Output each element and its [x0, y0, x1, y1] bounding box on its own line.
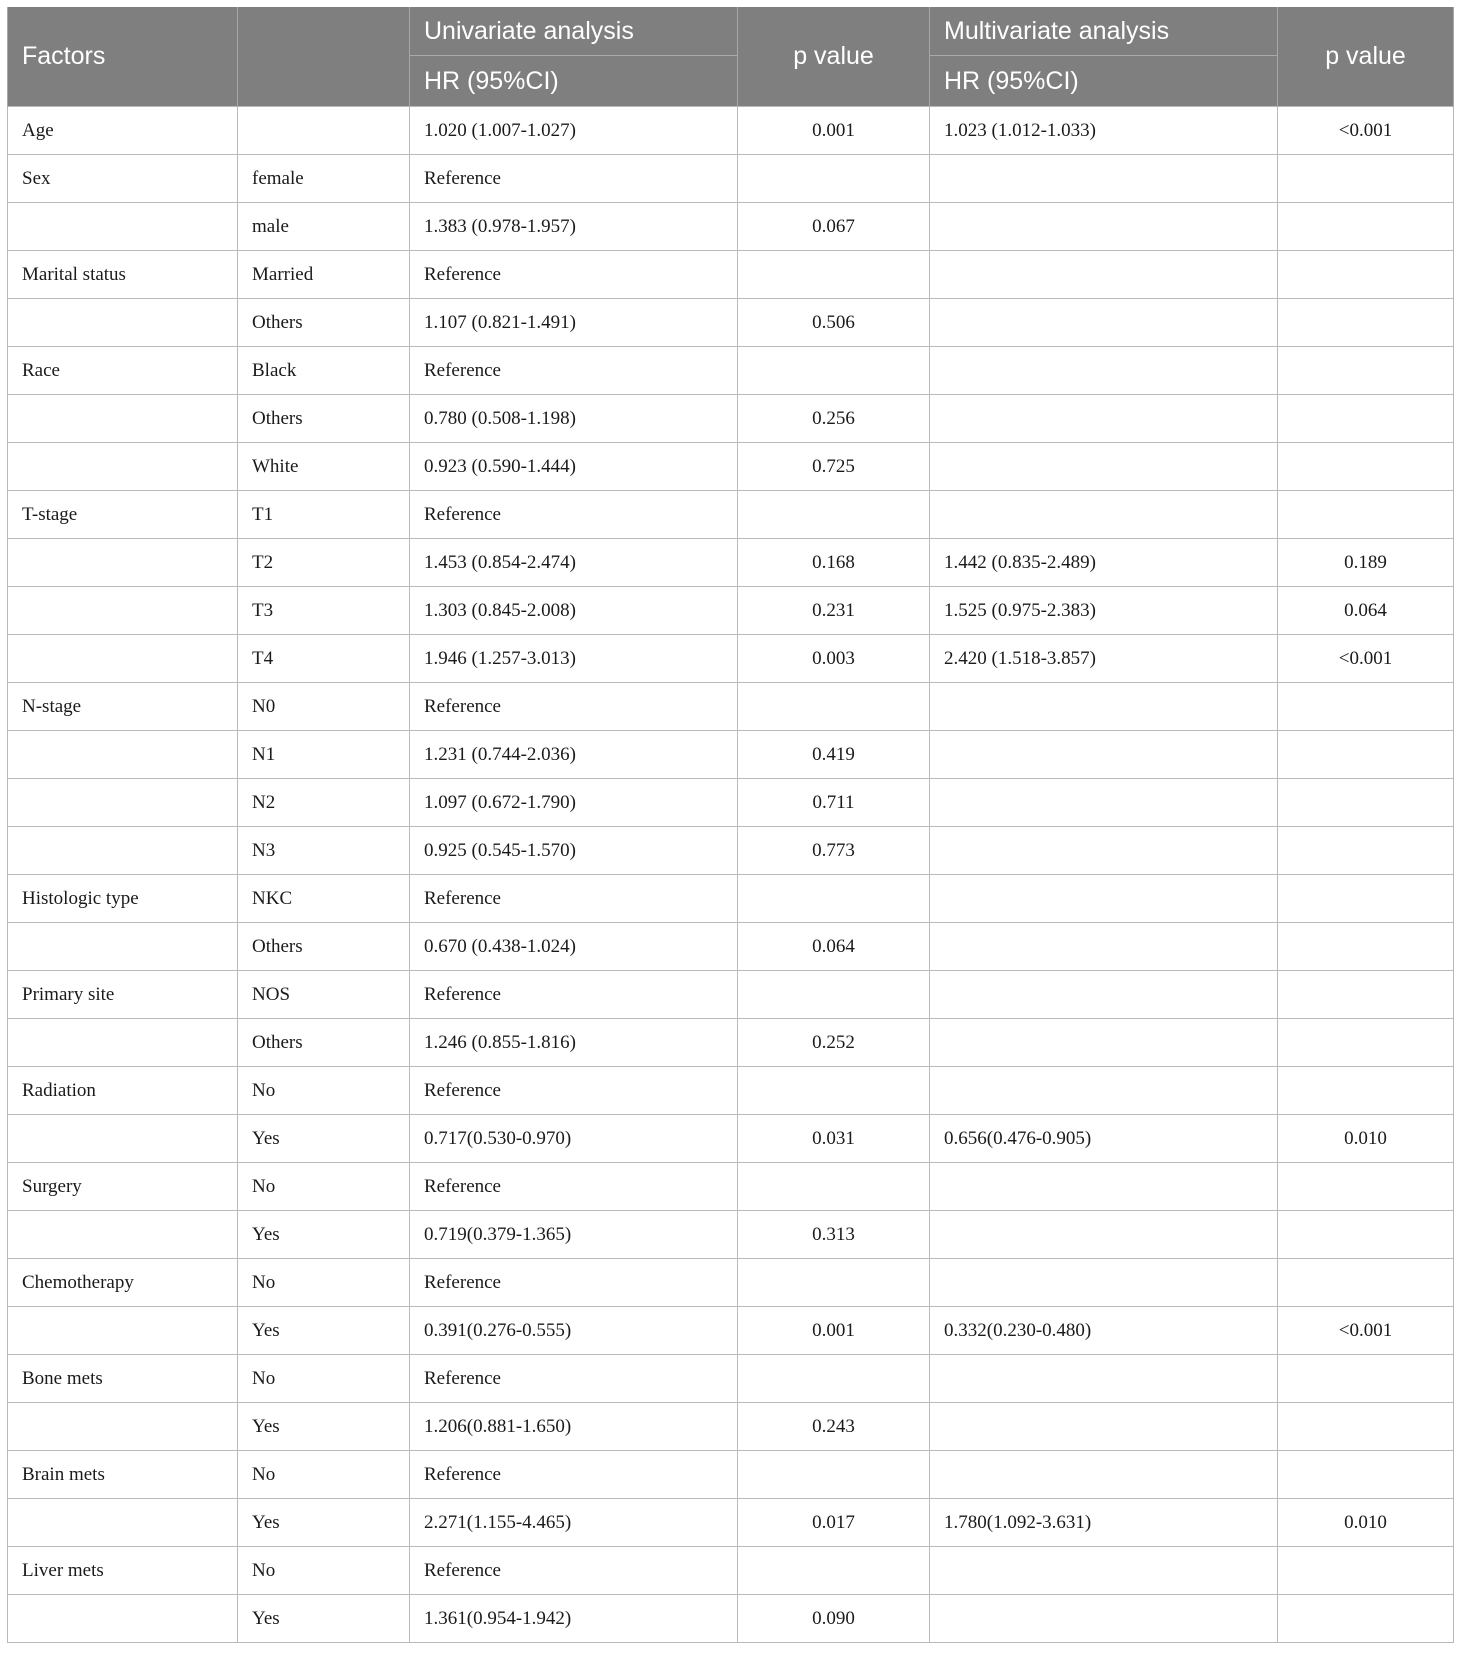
multivariate-p-cell: 0.010 [1278, 1115, 1454, 1163]
univariate-hr-cell: 1.206(0.881-1.650) [410, 1403, 738, 1451]
table-row [8, 539, 1454, 587]
univariate-p-cell: 0.031 [738, 1115, 930, 1163]
multivariate-p-cell [1278, 971, 1454, 1019]
multivariate-p-cell: 0.010 [1278, 1499, 1454, 1547]
univariate-hr-cell: Reference [410, 1163, 738, 1211]
multivariate-hr-cell [930, 1451, 1278, 1499]
multivariate-p-cell [1278, 827, 1454, 875]
table-row [8, 827, 1454, 875]
univariate-p-cell [738, 155, 930, 203]
level-cell: Yes [238, 1403, 410, 1451]
multivariate-p-cell [1278, 1547, 1454, 1595]
univariate-hr-cell: Reference [410, 491, 738, 539]
univariate-p-cell [738, 491, 930, 539]
multivariate-hr-cell [930, 443, 1278, 491]
table-row [8, 779, 1454, 827]
multivariate-hr-cell: 0.656(0.476-0.905) [930, 1115, 1278, 1163]
multivariate-p-cell [1278, 251, 1454, 299]
multivariate-hr-cell [930, 875, 1278, 923]
univariate-hr-cell: Reference [410, 1451, 738, 1499]
level-cell: Yes [238, 1307, 410, 1355]
table-row [8, 683, 1454, 731]
table-row [8, 1595, 1454, 1643]
multivariate-hr-cell [930, 491, 1278, 539]
univariate-p-cell: 0.419 [738, 731, 930, 779]
level-cell: Others [238, 923, 410, 971]
univariate-hr-cell: 1.946 (1.257-3.013) [410, 635, 738, 683]
header-univariate-p-value: p value [738, 7, 930, 107]
level-cell: male [238, 203, 410, 251]
multivariate-p-cell [1278, 491, 1454, 539]
factor-cell: Liver mets [8, 1547, 238, 1595]
multivariate-hr-cell [930, 731, 1278, 779]
table-row [8, 1163, 1454, 1211]
table-row [8, 1547, 1454, 1595]
univariate-hr-cell: 0.925 (0.545-1.570) [410, 827, 738, 875]
table-row [8, 1451, 1454, 1499]
univariate-p-cell: 0.231 [738, 587, 930, 635]
table-row [8, 1259, 1454, 1307]
multivariate-hr-cell [930, 251, 1278, 299]
multivariate-hr-cell [930, 155, 1278, 203]
header-univariate-hr-ci: HR (95%CI) [410, 56, 738, 107]
factor-cell [8, 923, 238, 971]
multivariate-p-cell [1278, 1067, 1454, 1115]
factor-cell [8, 779, 238, 827]
factor-cell [8, 635, 238, 683]
table-row [8, 395, 1454, 443]
header-multivariate-p-value: p value [1278, 7, 1454, 107]
multivariate-p-cell [1278, 155, 1454, 203]
level-cell: No [238, 1067, 410, 1115]
level-cell: Others [238, 299, 410, 347]
multivariate-hr-cell: 0.332(0.230-0.480) [930, 1307, 1278, 1355]
level-cell: N2 [238, 779, 410, 827]
multivariate-p-cell: <0.001 [1278, 1307, 1454, 1355]
univariate-hr-cell: Reference [410, 347, 738, 395]
multivariate-hr-cell [930, 1595, 1278, 1643]
multivariate-hr-cell [930, 1019, 1278, 1067]
factor-cell [8, 203, 238, 251]
univariate-hr-cell: 1.303 (0.845-2.008) [410, 587, 738, 635]
factor-cell [8, 539, 238, 587]
univariate-p-cell [738, 683, 930, 731]
factor-cell [8, 587, 238, 635]
univariate-hr-cell: 0.923 (0.590-1.444) [410, 443, 738, 491]
univariate-p-cell: 0.064 [738, 923, 930, 971]
univariate-p-cell: 0.711 [738, 779, 930, 827]
univariate-hr-cell: Reference [410, 1259, 738, 1307]
table-row [8, 299, 1454, 347]
multivariate-p-cell: 0.189 [1278, 539, 1454, 587]
level-cell: female [238, 155, 410, 203]
multivariate-hr-cell [930, 299, 1278, 347]
header-multivariate-hr-ci: HR (95%CI) [930, 56, 1278, 107]
table-row [8, 875, 1454, 923]
level-cell: No [238, 1259, 410, 1307]
multivariate-p-cell [1278, 779, 1454, 827]
univariate-p-cell: 0.506 [738, 299, 930, 347]
factor-cell [8, 731, 238, 779]
univariate-p-cell [738, 1067, 930, 1115]
level-cell: No [238, 1355, 410, 1403]
univariate-hr-cell: 0.719(0.379-1.365) [410, 1211, 738, 1259]
univariate-p-cell [738, 251, 930, 299]
univariate-p-cell [738, 347, 930, 395]
factor-cell [8, 1595, 238, 1643]
table-row [8, 491, 1454, 539]
univariate-p-cell: 0.067 [738, 203, 930, 251]
multivariate-p-cell [1278, 683, 1454, 731]
univariate-p-cell [738, 1163, 930, 1211]
level-cell: NOS [238, 971, 410, 1019]
univariate-hr-cell: Reference [410, 155, 738, 203]
univariate-hr-cell: Reference [410, 875, 738, 923]
table-row [8, 587, 1454, 635]
multivariate-hr-cell: 1.525 (0.975-2.383) [930, 587, 1278, 635]
univariate-p-cell [738, 1355, 930, 1403]
table-row [8, 155, 1454, 203]
table-body [8, 107, 1454, 1643]
table-row [8, 1499, 1454, 1547]
multivariate-p-cell [1278, 1163, 1454, 1211]
level-cell: T3 [238, 587, 410, 635]
factor-cell: Sex [8, 155, 238, 203]
univariate-hr-cell: Reference [410, 1355, 738, 1403]
univariate-p-cell [738, 1451, 930, 1499]
table-row [8, 923, 1454, 971]
univariate-hr-cell: 1.361(0.954-1.942) [410, 1595, 738, 1643]
table-row [8, 1355, 1454, 1403]
multivariate-hr-cell [930, 347, 1278, 395]
univariate-hr-cell: 1.383 (0.978-1.957) [410, 203, 738, 251]
univariate-p-cell [738, 1547, 930, 1595]
table-row [8, 971, 1454, 1019]
univariate-hr-cell: 1.231 (0.744-2.036) [410, 731, 738, 779]
multivariate-hr-cell: 1.023 (1.012-1.033) [930, 107, 1278, 155]
factor-cell: Surgery [8, 1163, 238, 1211]
table-row [8, 203, 1454, 251]
multivariate-p-cell [1278, 299, 1454, 347]
univariate-hr-cell: Reference [410, 683, 738, 731]
factor-cell [8, 1307, 238, 1355]
table-row [8, 1019, 1454, 1067]
level-cell: No [238, 1163, 410, 1211]
multivariate-p-cell: 0.064 [1278, 587, 1454, 635]
univariate-p-cell: 0.001 [738, 1307, 930, 1355]
level-cell: No [238, 1451, 410, 1499]
multivariate-p-cell [1278, 1451, 1454, 1499]
multivariate-hr-cell [930, 1403, 1278, 1451]
multivariate-hr-cell [930, 1163, 1278, 1211]
multivariate-p-cell [1278, 731, 1454, 779]
header-univariate-analysis: Univariate analysis [410, 7, 738, 56]
univariate-p-cell: 0.168 [738, 539, 930, 587]
univariate-hr-cell: 0.780 (0.508-1.198) [410, 395, 738, 443]
univariate-p-cell: 0.252 [738, 1019, 930, 1067]
factor-cell: T-stage [8, 491, 238, 539]
factor-cell [8, 827, 238, 875]
multivariate-hr-cell [930, 1547, 1278, 1595]
univariate-hr-cell: 1.246 (0.855-1.816) [410, 1019, 738, 1067]
univariate-p-cell: 0.003 [738, 635, 930, 683]
level-cell: Black [238, 347, 410, 395]
multivariate-hr-cell [930, 395, 1278, 443]
multivariate-p-cell [1278, 1355, 1454, 1403]
level-cell: No [238, 1547, 410, 1595]
univariate-hr-cell: Reference [410, 971, 738, 1019]
multivariate-p-cell [1278, 923, 1454, 971]
factor-cell [8, 1211, 238, 1259]
univariate-p-cell: 0.243 [738, 1403, 930, 1451]
multivariate-p-cell [1278, 443, 1454, 491]
factor-cell: Primary site [8, 971, 238, 1019]
multivariate-p-cell: <0.001 [1278, 107, 1454, 155]
factor-cell: N-stage [8, 683, 238, 731]
table-row [8, 1307, 1454, 1355]
level-cell: N1 [238, 731, 410, 779]
header-level-blank [238, 7, 410, 107]
univariate-hr-cell: Reference [410, 251, 738, 299]
univariate-p-cell: 0.001 [738, 107, 930, 155]
factor-cell [8, 1019, 238, 1067]
multivariate-hr-cell [930, 971, 1278, 1019]
factor-cell: Race [8, 347, 238, 395]
multivariate-hr-cell: 1.780(1.092-3.631) [930, 1499, 1278, 1547]
multivariate-p-cell [1278, 347, 1454, 395]
level-cell: T2 [238, 539, 410, 587]
univariate-hr-cell: 0.717(0.530-0.970) [410, 1115, 738, 1163]
univariate-hr-cell: 1.097 (0.672-1.790) [410, 779, 738, 827]
univariate-p-cell [738, 1259, 930, 1307]
multivariate-p-cell: <0.001 [1278, 635, 1454, 683]
multivariate-hr-cell: 1.442 (0.835-2.489) [930, 539, 1278, 587]
multivariate-hr-cell: 2.420 (1.518-3.857) [930, 635, 1278, 683]
factor-cell: Histologic type [8, 875, 238, 923]
univariate-p-cell: 0.256 [738, 395, 930, 443]
factor-cell: Chemotherapy [8, 1259, 238, 1307]
factor-cell [8, 1499, 238, 1547]
level-cell: Others [238, 395, 410, 443]
multivariate-p-cell [1278, 1403, 1454, 1451]
multivariate-hr-cell [930, 1259, 1278, 1307]
cox-regression-table [7, 7, 1454, 1643]
univariate-p-cell: 0.773 [738, 827, 930, 875]
factor-cell [8, 1115, 238, 1163]
univariate-hr-cell: 0.670 (0.438-1.024) [410, 923, 738, 971]
multivariate-hr-cell [930, 1211, 1278, 1259]
level-cell: White [238, 443, 410, 491]
level-cell: T4 [238, 635, 410, 683]
level-cell: Yes [238, 1211, 410, 1259]
table-row [8, 107, 1454, 155]
factor-cell: Marital status [8, 251, 238, 299]
table-row [8, 731, 1454, 779]
univariate-p-cell: 0.725 [738, 443, 930, 491]
univariate-p-cell [738, 971, 930, 1019]
table-row [8, 347, 1454, 395]
univariate-hr-cell: 0.391(0.276-0.555) [410, 1307, 738, 1355]
level-cell: NKC [238, 875, 410, 923]
level-cell [238, 107, 410, 155]
table-row [8, 443, 1454, 491]
multivariate-p-cell [1278, 1019, 1454, 1067]
factor-cell [8, 299, 238, 347]
univariate-hr-cell: 1.107 (0.821-1.491) [410, 299, 738, 347]
univariate-p-cell: 0.313 [738, 1211, 930, 1259]
table-row [8, 1403, 1454, 1451]
multivariate-hr-cell [930, 923, 1278, 971]
factor-cell: Bone mets [8, 1355, 238, 1403]
factor-cell: Age [8, 107, 238, 155]
level-cell: T1 [238, 491, 410, 539]
univariate-hr-cell: Reference [410, 1067, 738, 1115]
table-row [8, 635, 1454, 683]
header-factors: Factors [8, 7, 238, 107]
univariate-p-cell [738, 875, 930, 923]
multivariate-hr-cell [930, 827, 1278, 875]
level-cell: N3 [238, 827, 410, 875]
table-header [8, 7, 1454, 107]
factor-cell: Brain mets [8, 1451, 238, 1499]
univariate-hr-cell: 1.020 (1.007-1.027) [410, 107, 738, 155]
univariate-p-cell: 0.017 [738, 1499, 930, 1547]
table-row [8, 1067, 1454, 1115]
univariate-hr-cell: 1.453 (0.854-2.474) [410, 539, 738, 587]
multivariate-hr-cell [930, 1355, 1278, 1403]
table-row [8, 251, 1454, 299]
header-multivariate-analysis: Multivariate analysis [930, 7, 1278, 56]
multivariate-p-cell [1278, 395, 1454, 443]
multivariate-hr-cell [930, 683, 1278, 731]
level-cell: Yes [238, 1595, 410, 1643]
level-cell: Yes [238, 1115, 410, 1163]
multivariate-p-cell [1278, 1211, 1454, 1259]
level-cell: Married [238, 251, 410, 299]
multivariate-p-cell [1278, 875, 1454, 923]
factor-cell [8, 1403, 238, 1451]
univariate-hr-cell: 2.271(1.155-4.465) [410, 1499, 738, 1547]
multivariate-hr-cell [930, 203, 1278, 251]
factor-cell: Radiation [8, 1067, 238, 1115]
level-cell: N0 [238, 683, 410, 731]
table-row [8, 1115, 1454, 1163]
multivariate-hr-cell [930, 1067, 1278, 1115]
univariate-hr-cell: Reference [410, 1547, 738, 1595]
factor-cell [8, 443, 238, 491]
univariate-p-cell: 0.090 [738, 1595, 930, 1643]
multivariate-hr-cell [930, 779, 1278, 827]
table-row [8, 1211, 1454, 1259]
multivariate-p-cell [1278, 203, 1454, 251]
multivariate-p-cell [1278, 1259, 1454, 1307]
multivariate-p-cell [1278, 1595, 1454, 1643]
level-cell: Yes [238, 1499, 410, 1547]
factor-cell [8, 395, 238, 443]
level-cell: Others [238, 1019, 410, 1067]
